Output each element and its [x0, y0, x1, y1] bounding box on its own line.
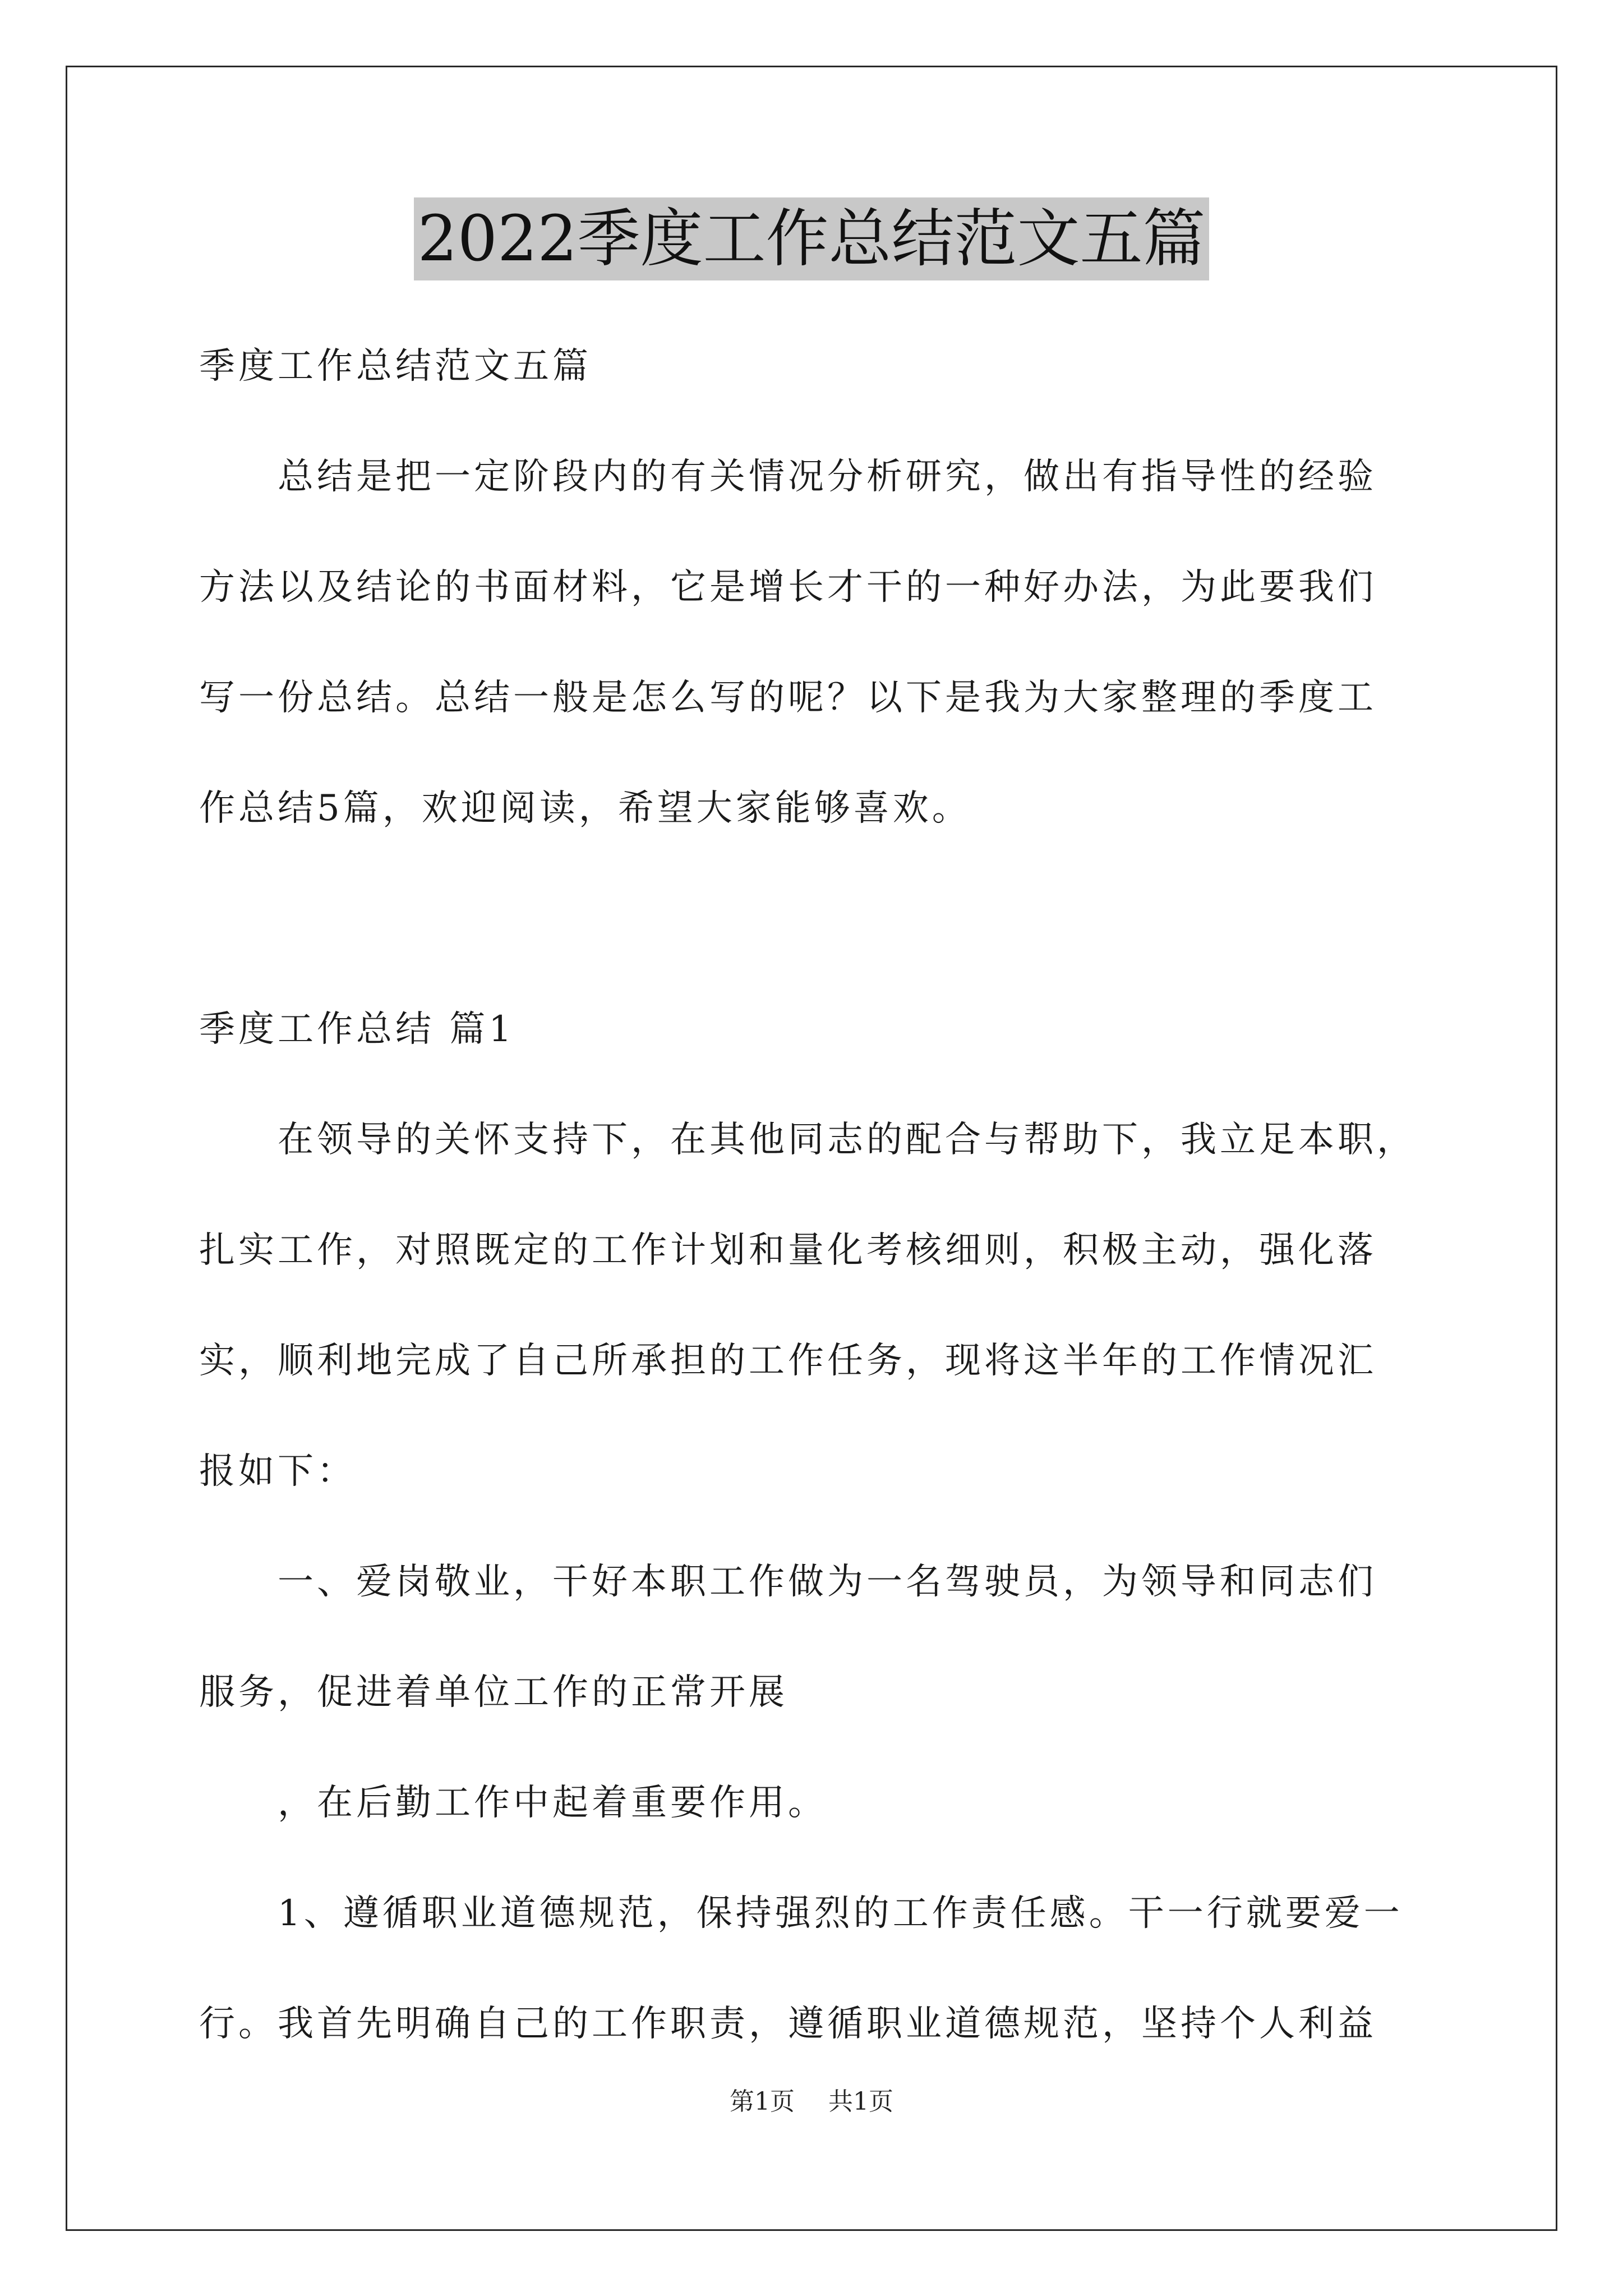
page-number: 第1页	[730, 2087, 795, 2116]
intro-line: 写一份总结。总结一般是怎么写的呢？以下是我为大家整理的季度工	[199, 677, 1377, 719]
document-title: 2022季度工作总结范文五篇	[414, 197, 1209, 280]
paragraph-line: ，在后勤工作中起着重要作用。	[278, 1782, 827, 1824]
paragraph-line: 在领导的关怀支持下，在其他同志的配合与帮助下，我立足本职，	[278, 1119, 1416, 1161]
paragraph-line: 服务，促进着单位工作的正常开展	[199, 1672, 788, 1713]
blank-line	[199, 864, 1433, 974]
paragraph-line: 一、爱岗敬业，干好本职工作做为一名驾驶员，为领导和同志们	[278, 1561, 1377, 1603]
paragraph-line: 实，顺利地完成了自己所承担的工作任务，现将这半年的工作情况汇	[199, 1340, 1377, 1382]
intro-line: 作总结5篇，欢迎阅读，希望大家能够喜欢。	[199, 788, 971, 829]
title-wrap	[0, 197, 1623, 280]
paragraph-line: 扎实工作，对照既定的工作计划和量化考核细则，积极主动，强化落	[199, 1230, 1377, 1271]
intro-line: 方法以及结论的书面材料，它是增长才干的一种好办法，为此要我们	[199, 567, 1377, 608]
paragraph-line: 行。我首先明确自己的工作职责，遵循职业道德规范，坚持个人利益	[199, 2003, 1377, 2045]
document-subtitle: 季度工作总结范文五篇	[199, 346, 592, 387]
page-total: 共1页	[828, 2087, 893, 2116]
paragraph-line: 1、遵循职业道德规范，保持强烈的工作责任感。干一行就要爱一	[278, 1893, 1403, 1934]
page-footer	[0, 2081, 1623, 2117]
paragraph-line: 报如下：	[199, 1451, 356, 1492]
section-heading: 季度工作总结 篇1	[199, 1009, 515, 1050]
intro-line: 总结是把一定阶段内的有关情况分析研究，做出有指导性的经验	[278, 456, 1377, 498]
document-body	[199, 311, 1433, 2079]
